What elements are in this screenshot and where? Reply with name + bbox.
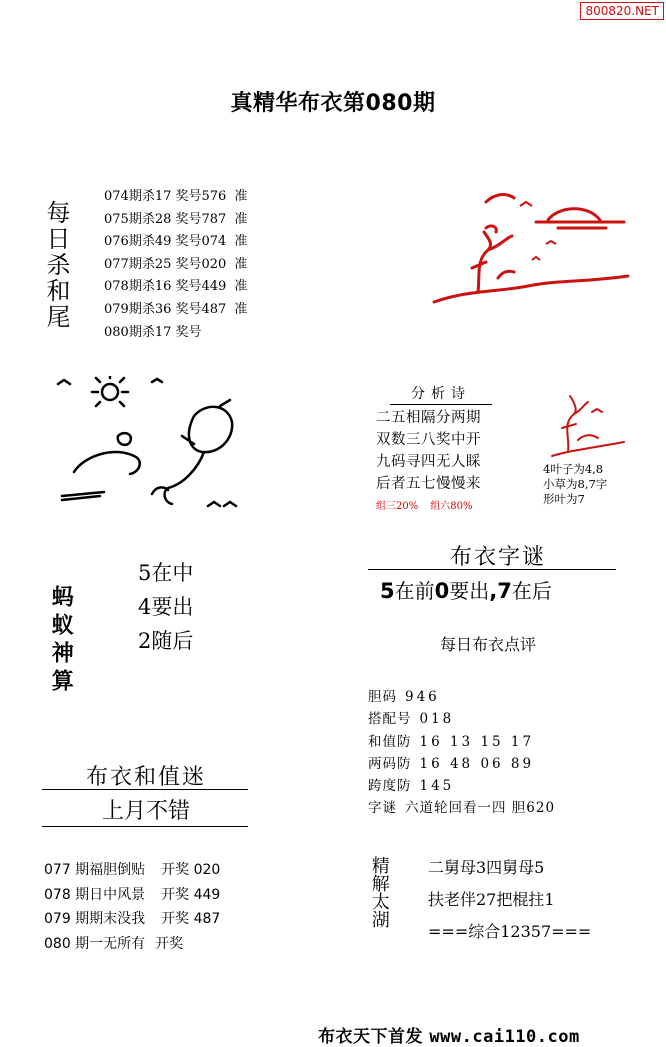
leaf-note <box>543 462 633 507</box>
hezhi-row <box>44 932 220 957</box>
hezhi-divider <box>42 789 248 790</box>
kill-row-mark: 准 <box>234 234 248 250</box>
lake-line: 二舅母3四舅母5 <box>428 858 545 877</box>
poem-red-note <box>376 497 506 512</box>
analysis-poem <box>376 383 506 512</box>
hezhi-row <box>44 858 220 883</box>
riddle-divider <box>368 569 616 570</box>
page-title: 真精华布衣第080期 <box>230 91 436 116</box>
poem-line: 双数三八奖中开 <box>376 432 481 448</box>
kill-tail-list <box>104 186 247 344</box>
kill-row-mark: 准 <box>234 279 248 295</box>
kill-row-text: 075期杀28 奖号787 <box>104 211 227 227</box>
kill-row-mark: 准 <box>234 256 248 272</box>
daily-item-value: 16 13 15 17 <box>419 733 535 750</box>
poem-line: 九码寻四无人睬 <box>376 454 481 470</box>
hezhi-title: 布衣和值迷 <box>85 765 206 790</box>
daily-item <box>368 775 555 797</box>
daily-item <box>368 797 555 819</box>
bird-grass-sketch-illustration <box>44 376 244 516</box>
kill-row-text: 074期杀17 奖号576 <box>104 189 227 204</box>
hezhi-row-text: 078 期日中风景 <box>44 886 146 903</box>
riddle-part: ,7 <box>489 579 512 603</box>
poem-red-item: 组三20% <box>376 501 419 512</box>
footer-text: 布衣天下首发 <box>318 1027 423 1047</box>
riddle-part: 在前 <box>394 579 435 603</box>
poem-line: 二五相隔分两期 <box>376 410 481 426</box>
kill-row-mark: 准 <box>234 301 248 317</box>
daily-item-key: 跨度防 <box>368 778 412 795</box>
poem-title: 分析诗 <box>390 383 492 405</box>
riddle-title: 布衣字谜 <box>449 545 546 570</box>
footer <box>318 1022 580 1047</box>
hezhi-row <box>44 883 220 908</box>
poem-red-item: 组六80% <box>430 501 473 512</box>
hezhi-row-text: 077 期福胆倒贴 <box>44 862 146 878</box>
hezhi-row-draw: 开奖 <box>155 935 184 952</box>
site-watermark: 800820.NET <box>580 2 664 20</box>
daily-item-value: 16 48 06 89 <box>419 755 535 772</box>
riddle-part: 要出 <box>449 579 490 603</box>
kill-row <box>104 186 247 209</box>
kill-row <box>104 231 247 254</box>
kill-row <box>104 254 247 277</box>
ant-lines <box>138 556 193 658</box>
daily-item <box>368 753 555 775</box>
ant-line: 4要出 <box>138 595 194 619</box>
ant-line: 2随后 <box>138 629 194 653</box>
riddle-part: 在后 <box>511 579 552 603</box>
daily-item-value: 946 <box>405 689 440 705</box>
kill-row <box>104 209 247 232</box>
kill-row <box>104 299 247 322</box>
hezhi-subtitle: 上月不错 <box>101 799 190 824</box>
lake-line: 扶老伴27把棍拄1 <box>428 890 555 909</box>
kill-tail-vertical-label: 每日杀和尾 <box>42 200 70 330</box>
lake-line: ===综合12357=== <box>428 922 592 941</box>
kill-row-text: 078期杀16 奖号449 <box>104 279 227 295</box>
hezhi-divider <box>42 826 248 827</box>
daily-comment-list <box>368 686 555 820</box>
hezhi-row-draw: 开奖 020 <box>161 862 221 878</box>
poem-line: 后者五七慢慢来 <box>376 476 481 492</box>
hezhi-row <box>44 907 220 932</box>
kill-row-mark: 准 <box>234 211 248 227</box>
hezhi-row-text: 079 期期末没我 <box>44 911 146 927</box>
kill-row-mark: 准 <box>234 189 248 204</box>
kill-row-text: 077期杀25 奖号020 <box>104 256 227 272</box>
daily-item <box>368 686 555 708</box>
kill-row <box>104 276 247 299</box>
leaf-note-line: 小草为8,7字 <box>543 477 608 491</box>
daily-item-value: 六道轮回看一四 胆620 <box>405 800 556 817</box>
leaf-note-line: 形叶为7 <box>543 492 585 506</box>
lake-vertical-label: 精解太湖 <box>368 856 390 928</box>
daily-item-key: 两码防 <box>368 755 412 772</box>
lake-lines <box>428 852 591 948</box>
daily-item-key: 字谜 <box>368 800 397 817</box>
hezhi-row-draw: 开奖 487 <box>161 911 221 927</box>
riddle-part: 0 <box>434 579 450 603</box>
ant-vertical-label: 蚂蚁神算 <box>48 585 75 697</box>
hezhi-row-draw: 开奖 449 <box>161 886 221 903</box>
daily-item-key: 和值防 <box>368 733 412 750</box>
daily-item <box>368 708 555 730</box>
kill-row-text: 080期杀17 奖号 <box>104 324 202 340</box>
kill-row-text: 079期杀36 奖号487 <box>104 301 227 317</box>
footer-url: www.cai110.com <box>429 1027 580 1047</box>
kill-row-text: 076期杀49 奖号074 <box>104 234 227 250</box>
leaf-note-line: 4叶子为4,8 <box>543 462 604 476</box>
riddle-text <box>380 575 552 604</box>
daily-item-value: 018 <box>419 711 455 728</box>
hezhi-list <box>44 858 220 956</box>
daily-item-key: 搭配号 <box>368 711 412 728</box>
ant-line: 5在中 <box>138 561 194 585</box>
hezhi-row-text: 080 期一无所有 <box>44 935 146 952</box>
riddle-part: 5 <box>380 579 395 603</box>
daily-item-key: 胆码 <box>368 689 397 705</box>
small-red-sketch-illustration <box>548 384 628 460</box>
red-cliff-sketch-illustration <box>428 180 632 310</box>
daily-item-value: 145 <box>419 778 455 795</box>
daily-item <box>368 731 555 753</box>
kill-row <box>104 322 247 345</box>
daily-comment-title: 每日布衣点评 <box>439 635 536 654</box>
